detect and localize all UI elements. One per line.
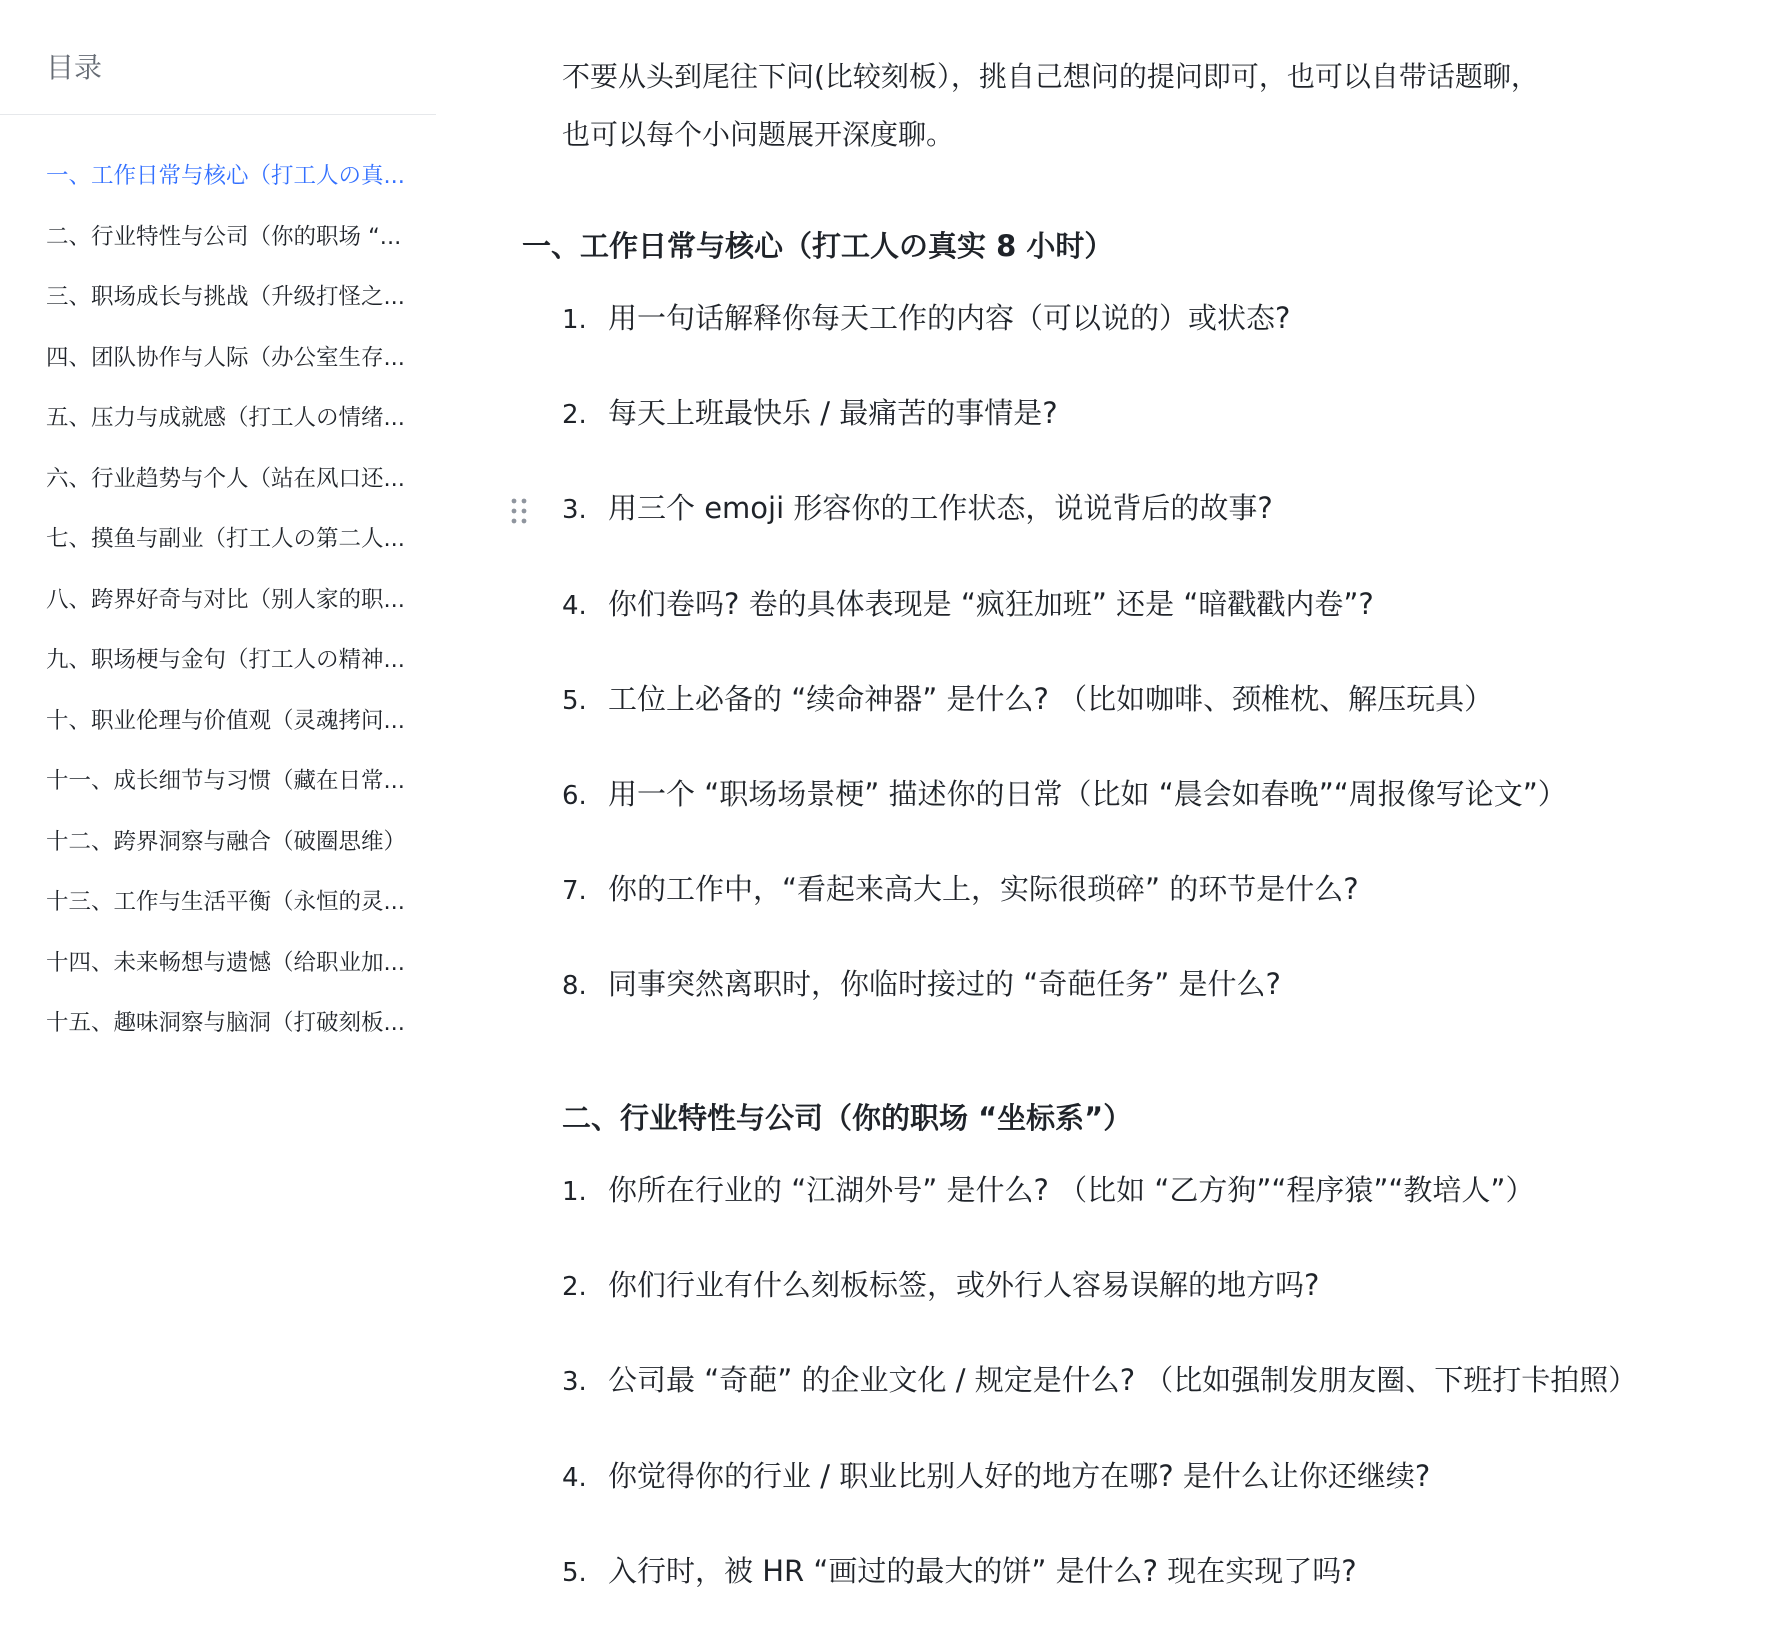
- question-text: 同事突然离职时，你临时接过的 “奇葩任务” 是什么?: [608, 967, 1281, 1002]
- section-heading-2[interactable]: 二、行业特性与公司（你的职场 “坐标系”）: [562, 1101, 1133, 1135]
- list-number: 6.: [562, 780, 587, 811]
- question-list-1: [562, 296, 1567, 1058]
- toc-item-14[interactable]: 十四、未来畅想与遗憾（给职业加...: [46, 949, 405, 976]
- question-text: 用三个 emoji 形容你的工作状态，说说背后的故事?: [608, 491, 1273, 526]
- list-number: 1.: [562, 1177, 587, 1207]
- question-list-2: [562, 1168, 1637, 1644]
- list-item[interactable]: [562, 962, 1567, 1057]
- list-item[interactable]: [562, 677, 1567, 772]
- intro-line: 不要从头到尾往下问(比较刻板），挑自己想问的提问即可，也可以自带话题聊，: [562, 60, 1539, 93]
- toc-item-7[interactable]: 七、摸鱼与副业（打工人の第二人...: [46, 526, 405, 552]
- toc-item-10[interactable]: 十、职业伦理与价值观（灵魂拷问...: [46, 707, 405, 734]
- toc-item-15[interactable]: 十五、趣味洞察与脑洞（打破刻板...: [46, 1010, 405, 1036]
- list-item[interactable]: [562, 296, 1567, 391]
- list-item[interactable]: [562, 582, 1567, 677]
- drag-handle-icon[interactable]: [508, 496, 530, 526]
- intro-paragraph[interactable]: [562, 48, 1712, 164]
- section-heading-1[interactable]: 一、工作日常与核心（打工人の真实 8 小时）: [522, 229, 1114, 263]
- list-item[interactable]: [562, 1263, 1637, 1358]
- list-item[interactable]: [562, 1168, 1637, 1263]
- list-number: 3.: [562, 1367, 587, 1398]
- list-number: 4.: [562, 1462, 587, 1493]
- toc-item-5[interactable]: 五、压力与成就感（打工人の情绪...: [46, 405, 405, 431]
- question-text: 入行时，被 HR “画过的最大的饼” 是什么? 现在实现了吗?: [608, 1553, 1357, 1588]
- question-text: 你觉得你的行业 / 职业比别人好的地方在哪? 是什么让你还继续?: [608, 1458, 1431, 1493]
- toc-item-9[interactable]: 九、职场梗与金句（打工人の精神...: [46, 647, 405, 673]
- question-text: 你的工作中，“看起来高大上，实际很琐碎” 的环节是什么?: [608, 872, 1359, 907]
- question-text: 用一句话解释你每天工作的内容（可以说的）或状态?: [608, 301, 1291, 335]
- question-text: 你们卷吗? 卷的具体表现是 “疯狂加班” 还是 “暗戳戳内卷”?: [608, 586, 1374, 621]
- list-number: 1.: [562, 305, 587, 335]
- list-item[interactable]: [562, 486, 1567, 581]
- toc-item-2[interactable]: 二、行业特性与公司（你的职场 “...: [46, 223, 402, 250]
- toc-item-1[interactable]: 一、工作日常与核心（打工人の真...: [46, 163, 405, 189]
- list-item[interactable]: [562, 1454, 1637, 1549]
- list-number: 4.: [562, 590, 587, 621]
- question-text: 工位上必备的 “续命神器” 是什么? （比如咖啡、颈椎枕、解压玩具）: [608, 681, 1494, 716]
- list-item[interactable]: [562, 772, 1567, 867]
- list-number: 7.: [562, 876, 587, 907]
- list-number: 8.: [562, 971, 587, 1002]
- list-number: 2.: [562, 1272, 587, 1303]
- toc-item-4[interactable]: 四、团队协作与人际（办公室生存...: [46, 344, 405, 371]
- list-item[interactable]: [562, 391, 1567, 486]
- list-item[interactable]: [562, 867, 1567, 962]
- list-number: 3.: [562, 495, 587, 526]
- list-number: 5.: [562, 1557, 587, 1588]
- list-item[interactable]: [562, 1549, 1637, 1644]
- list-number: 5.: [562, 685, 587, 716]
- toc-item-6[interactable]: 六、行业趋势与个人（站在风口还...: [46, 465, 405, 492]
- list-number: 2.: [562, 400, 587, 431]
- toc-item-12[interactable]: 十二、跨界洞察与融合（破圈思维）: [46, 828, 407, 855]
- question-text: 每天上班最快乐 / 最痛苦的事情是?: [608, 396, 1058, 431]
- question-text: 你们行业有什么刻板标签，或外行人容易误解的地方吗?: [608, 1268, 1320, 1303]
- intro-line: 也可以每个小问题展开深度聊。: [562, 118, 955, 151]
- question-text: 用一个 “职场场景梗” 描述你的日常（比如 “晨会如春晚”“周报像写论文”）: [608, 776, 1567, 811]
- question-text: 公司最 “奇葩” 的企业文化 / 规定是什么? （比如强制发朋友圈、下班打卡拍照）: [608, 1363, 1638, 1398]
- question-text: 你所在行业的 “江湖外号” 是什么? （比如 “乙方狗”“程序猿”“教培人”）: [608, 1173, 1535, 1207]
- toc-title: 目录: [46, 51, 103, 84]
- toc-item-3[interactable]: 三、职场成长与挑战（升级打怪之...: [46, 284, 405, 310]
- toc-item-11[interactable]: 十一、成长细节与习惯（藏在日常...: [46, 768, 405, 794]
- list-item[interactable]: [562, 1358, 1637, 1453]
- toc-item-13[interactable]: 十三、工作与生活平衡（永恒的灵...: [46, 889, 405, 915]
- toc-item-8[interactable]: 八、跨界好奇与对比（别人家的职...: [46, 586, 405, 613]
